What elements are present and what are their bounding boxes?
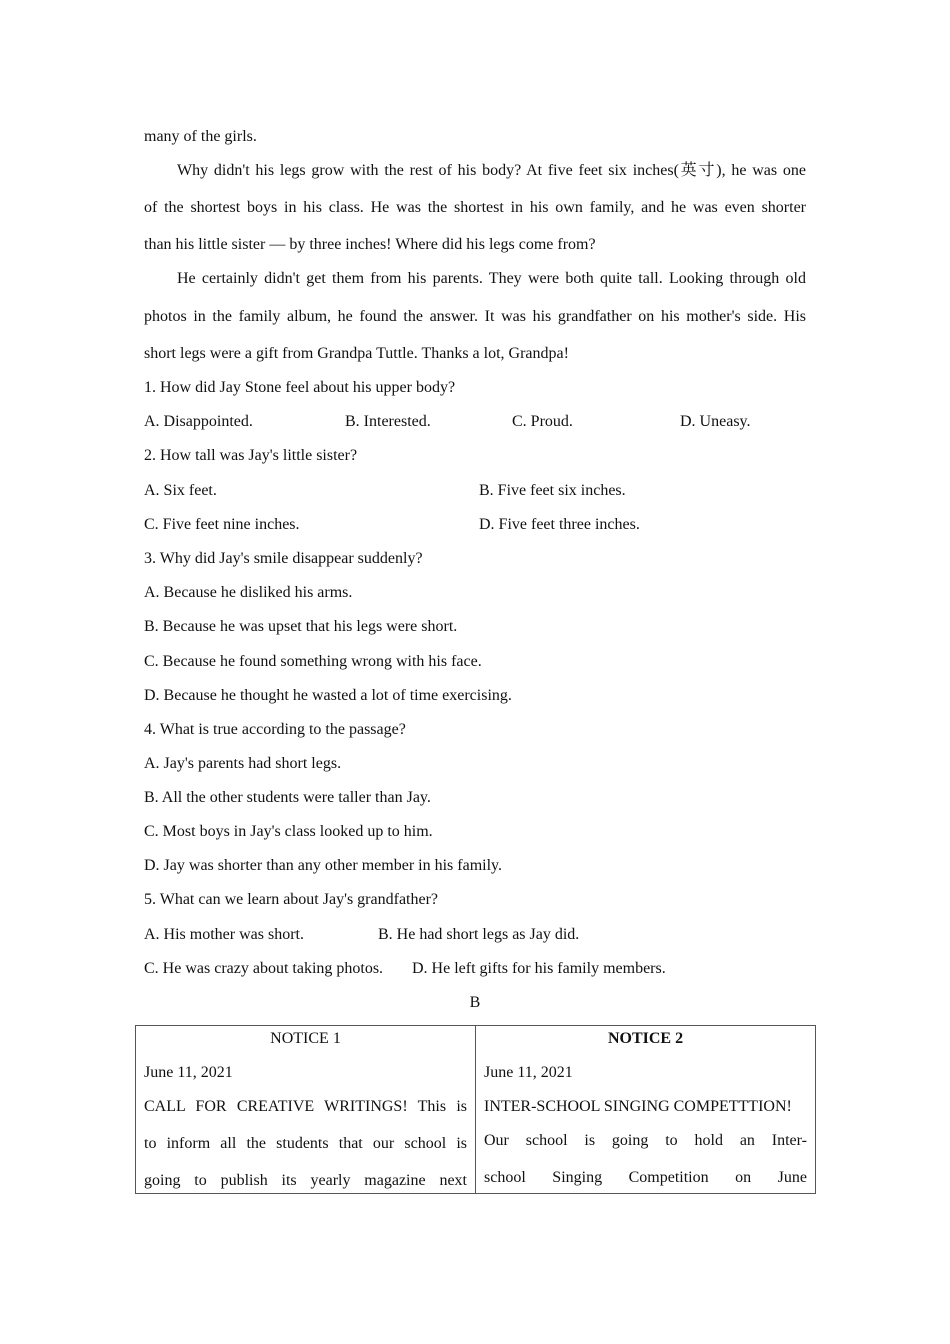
answer-option: B. Because he was upset that his legs were short.	[144, 618, 458, 635]
notice-title: NOTICE 2	[607, 1030, 684, 1047]
passage-line: many of the girls.	[144, 128, 257, 145]
notice-2-cell	[476, 1026, 816, 1194]
notice-title: NOTICE 1	[270, 1030, 341, 1047]
section-heading: B	[469, 994, 481, 1011]
passage-line: short legs were a gift from Grandpa Tuttle. Thanks a lot, Grandpa!	[144, 345, 569, 362]
notice-date: June 11, 2021	[144, 1064, 233, 1081]
question-text: 2. How tall was Jay's little sister?	[144, 447, 358, 464]
answer-option: A. Because he disliked his arms.	[144, 584, 353, 601]
answer-option: B. Interested.	[345, 413, 431, 430]
answer-option: D. Jay was shorter than any other member in his family.	[144, 857, 502, 874]
notice-text-line: CALL FOR CREATIVE WRITINGS! This is	[144, 1098, 467, 1115]
answer-option: B. All the other students were taller than Jay.	[144, 789, 431, 806]
notice-text-line: to inform all the students that our school is	[144, 1135, 467, 1152]
answer-option: C. Most boys in Jay's class looked up to him.	[144, 823, 433, 840]
answer-option: A. His mother was short.	[144, 926, 304, 943]
answer-option: A. Disappointed.	[144, 413, 253, 430]
answer-option: D. Five feet three inches.	[479, 516, 640, 533]
notice-text-line: INTER-SCHOOL SINGING COMPETTTION!	[484, 1098, 792, 1115]
answer-option: C. He was crazy about taking photos.	[144, 960, 384, 977]
passage-line: He certainly didn't get them from his parents. They were both quite tall. Looking through old	[177, 270, 806, 287]
notice-text-line: going to publish its yearly magazine next	[144, 1172, 467, 1189]
answer-option: D. Because he thought he wasted a lot of time exercising.	[144, 687, 512, 704]
answer-option: C. Proud.	[512, 413, 573, 430]
notice-date: June 11, 2021	[484, 1064, 573, 1081]
question-text: 5. What can we learn about Jay's grandfather?	[144, 891, 439, 908]
answer-option: C. Five feet nine inches.	[144, 516, 300, 533]
passage-line: photos in the family album, he found the answer. It was his grandfather on his mother's side. His	[144, 308, 806, 325]
answer-option: D. Uneasy.	[680, 413, 751, 430]
answer-option: B. Five feet six inches.	[479, 482, 626, 499]
answer-option: B. He had short legs as Jay did.	[378, 926, 580, 943]
answer-option: C. Because he found something wrong with his face.	[144, 653, 482, 670]
question-text: 3. Why did Jay's smile disappear suddenly?	[144, 550, 423, 567]
answer-option: D. He left gifts for his family members.	[412, 960, 666, 977]
answer-option: A. Jay's parents had short legs.	[144, 755, 342, 772]
notice-text-line: school Singing Competition on June	[484, 1169, 807, 1186]
question-text: 1. How did Jay Stone feel about his upper body?	[144, 379, 456, 396]
notice-text-line: Our school is going to hold an Inter-	[484, 1132, 807, 1149]
notices-table	[135, 1025, 816, 1194]
notice-1-cell	[136, 1026, 476, 1194]
passage-line: than his little sister — by three inches! Where did his legs come from?	[144, 236, 596, 253]
question-text: 4. What is true according to the passage?	[144, 721, 406, 738]
passage-line: Why didn't his legs grow with the rest of his body? At five feet six inches(英寸), he was one	[177, 162, 806, 179]
passage-line: of the shortest boys in his class. He was the shortest in his own family, and he was even shorter	[144, 199, 806, 216]
answer-option: A. Six feet.	[144, 482, 217, 499]
